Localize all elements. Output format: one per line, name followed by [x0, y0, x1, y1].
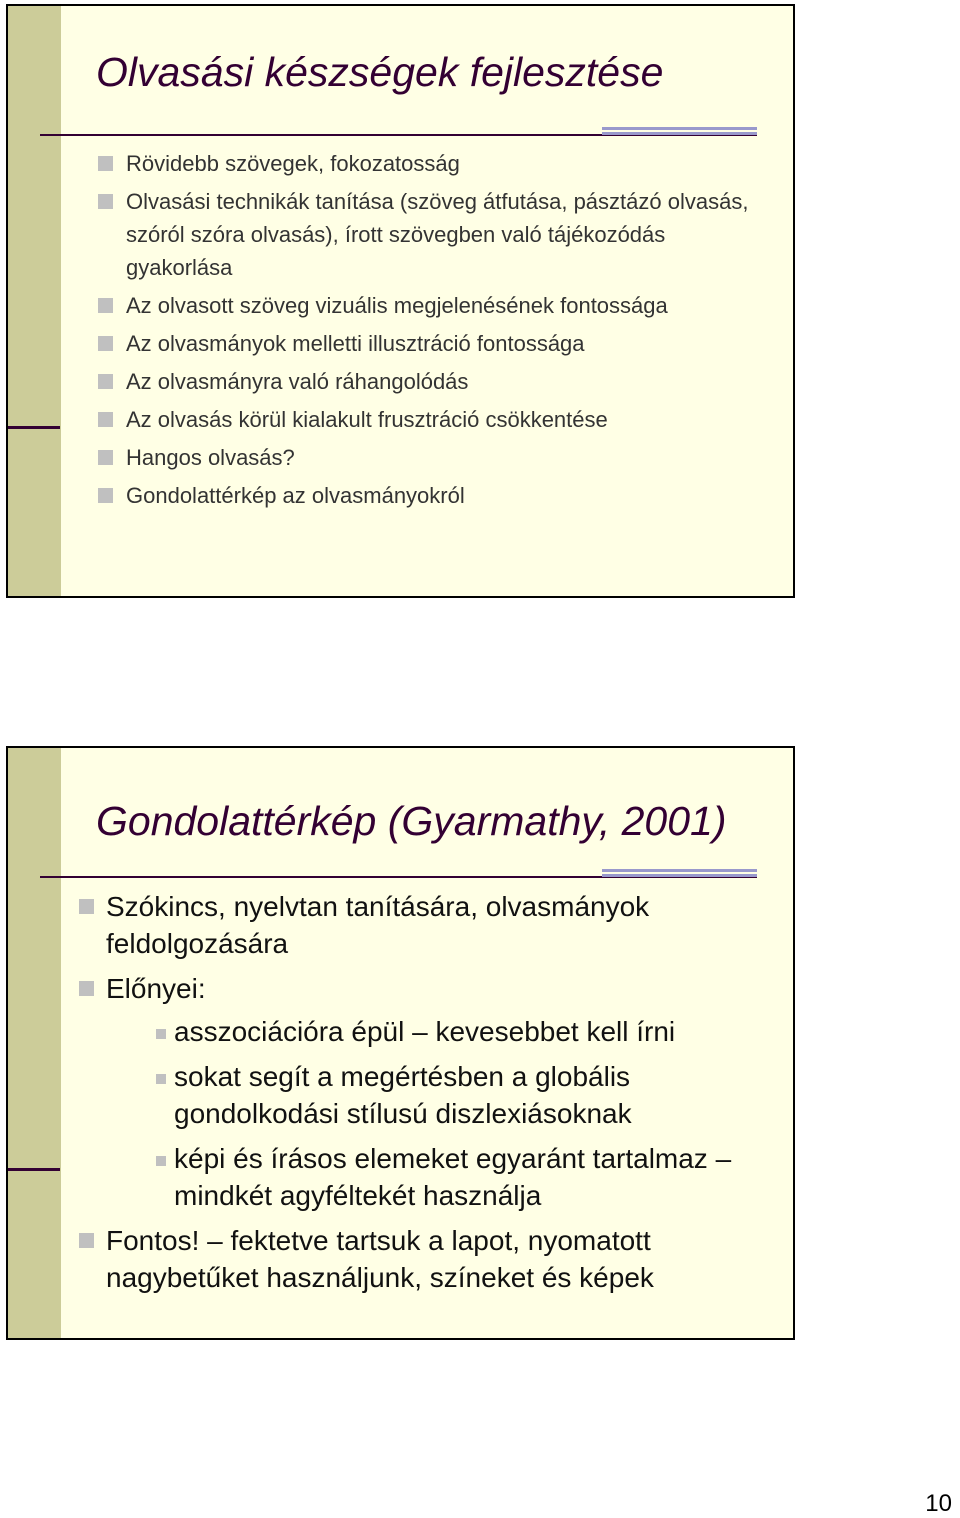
bullet-text: Az olvasmányra való ráhangolódás [126, 369, 469, 394]
title-rule-accent [602, 869, 757, 872]
bullet-text: Fontos! – fektetve tartsuk a lapot, nyomatott nagybetűket használjunk, színeket és képek [106, 1225, 654, 1293]
square-bullet-icon [98, 412, 113, 427]
square-bullet-icon [98, 194, 113, 209]
list-item [96, 327, 776, 360]
slide-sidebar [8, 748, 61, 1338]
square-bullet-icon [98, 488, 113, 503]
slide-title: Gondolattérkép (Gyarmathy, 2001) [96, 798, 727, 844]
sidebar-tick [8, 426, 60, 429]
sub-list-item [148, 1058, 788, 1132]
list-item [78, 970, 778, 1214]
bullet-text: Rövidebb szövegek, fokozatosság [126, 151, 460, 176]
slide-1 [6, 4, 795, 598]
bullet-list [78, 888, 778, 1304]
list-item [96, 289, 776, 322]
bullet-text: Hangos olvasás? [126, 445, 295, 470]
square-bullet-icon [156, 1156, 166, 1166]
slide-sidebar [8, 6, 61, 596]
square-bullet-icon [156, 1074, 166, 1084]
square-bullet-icon [98, 374, 113, 389]
bullet-text: Az olvasott szöveg vizuális megjelenésének fontossága [126, 293, 668, 318]
bullet-text: Olvasási technikák tanítása (szöveg átfutása, pásztázó olvasás, szóról szóra olvasás), írott szövegben való tájékozódás gyakorlása [126, 189, 749, 280]
square-bullet-icon [98, 298, 113, 313]
bullet-text: Az olvasás körül kialakult frusztráció csökkentése [126, 407, 608, 432]
square-bullet-icon [79, 1233, 94, 1248]
bullet-list [96, 147, 776, 517]
slide-2 [6, 746, 795, 1340]
list-item [96, 479, 776, 512]
square-bullet-icon [79, 981, 94, 996]
sub-list-item [148, 1013, 788, 1050]
list-item [96, 147, 776, 180]
slide-title: Olvasási készségek fejlesztése [96, 49, 664, 95]
sidebar-tick [8, 1168, 60, 1171]
square-bullet-icon [98, 156, 113, 171]
bullet-text: Gondolattérkép az olvasmányokról [126, 483, 465, 508]
sub-bullet-text: asszociációra épül – kevesebbet kell írni [174, 1016, 676, 1047]
list-item [96, 185, 776, 284]
list-item [78, 888, 778, 962]
square-bullet-icon [98, 450, 113, 465]
list-item [78, 1222, 778, 1296]
bullet-text: Szókincs, nyelvtan tanítására, olvasmányok feldolgozására [106, 891, 650, 959]
title-rule-accent [602, 874, 757, 877]
sub-list-item [148, 1140, 788, 1214]
list-item [96, 365, 776, 398]
square-bullet-icon [79, 899, 94, 914]
list-item [96, 441, 776, 474]
square-bullet-icon [98, 336, 113, 351]
sub-bullet-text: képi és írásos elemeket egyaránt tartalmaz – mindkét agyféltekét használja [174, 1143, 732, 1211]
bullet-text: Előnyei: [106, 973, 206, 1004]
sub-bullet-text: sokat segít a megértésben a globális gondolkodási stílusú diszlexiásoknak [174, 1061, 632, 1129]
sub-bullet-list [148, 1013, 788, 1214]
title-rule-accent [602, 127, 757, 130]
list-item [96, 403, 776, 436]
bullet-text: Az olvasmányok melletti illusztráció fontossága [126, 331, 585, 356]
title-rule-accent [602, 132, 757, 135]
page-number: 10 [925, 1490, 952, 1517]
square-bullet-icon [156, 1029, 166, 1039]
